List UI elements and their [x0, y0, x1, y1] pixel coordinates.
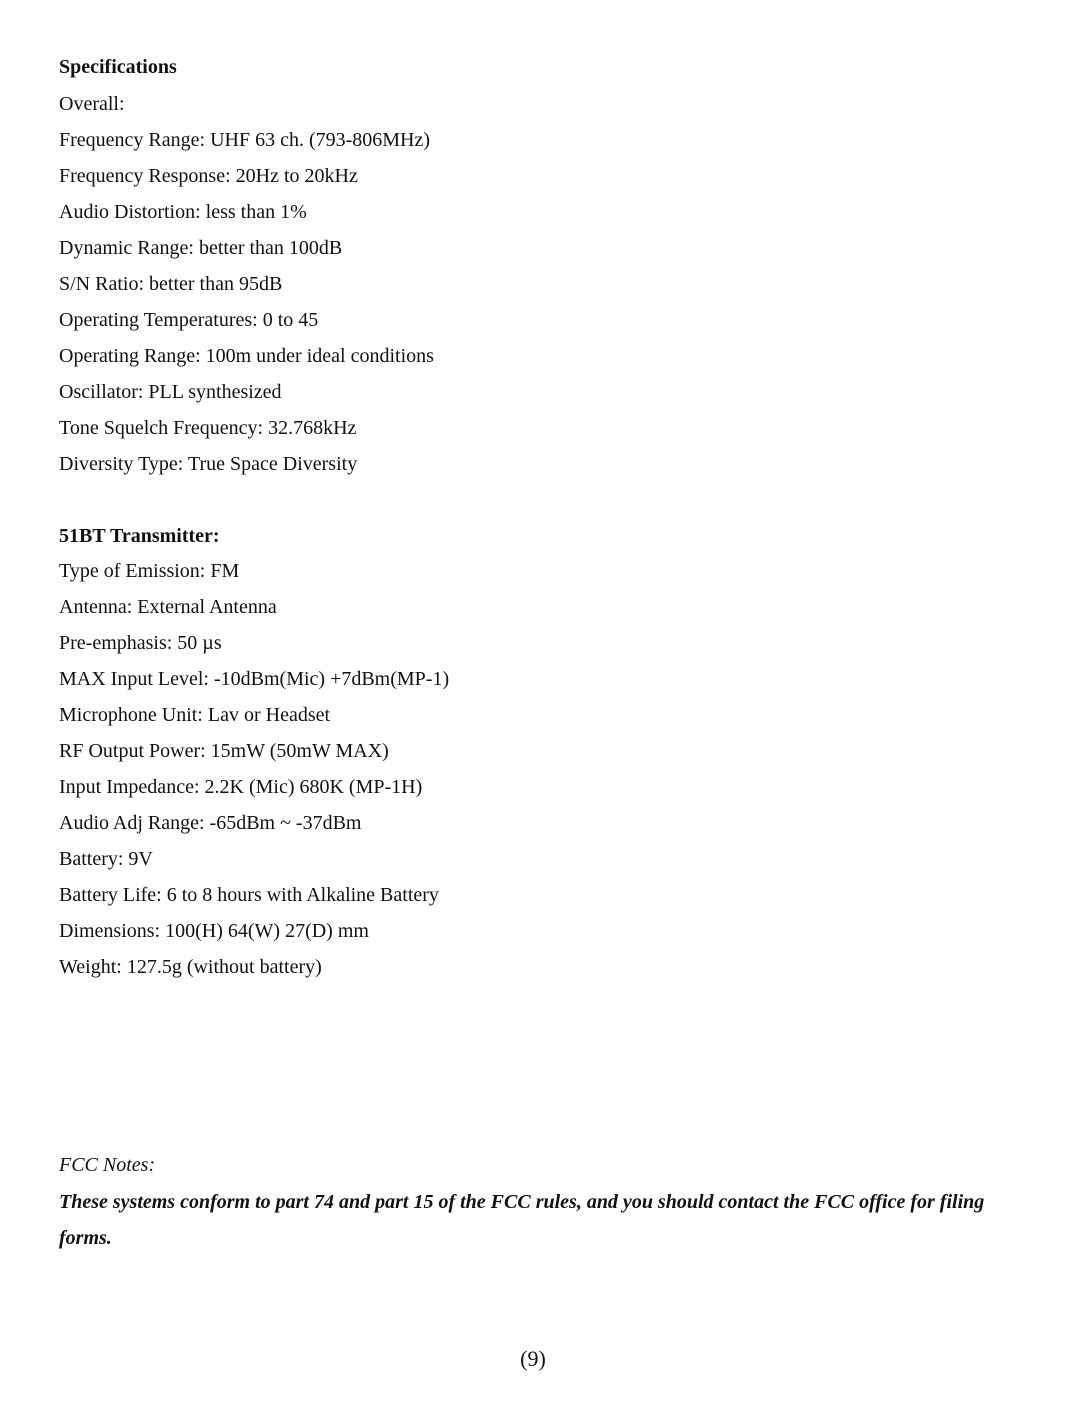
page-number: (9): [520, 1346, 546, 1371]
spec-item: Frequency Response: 20Hz to 20kHz: [59, 165, 358, 187]
transmitter-spec-list: [59, 553, 449, 985]
spec-item: MAX Input Level: -10dBm(Mic) +7dBm(MP-1): [59, 668, 450, 690]
transmitter-heading: 51BT Transmitter:: [59, 525, 220, 547]
spec-item: Diversity Type: True Space Diversity: [59, 453, 358, 475]
spec-item: Weight: 127.5g (without battery): [59, 956, 322, 978]
specifications-heading: Specifications: [59, 56, 177, 78]
spec-item: Type of Emission: FM: [59, 560, 240, 582]
overall-spec-list: [59, 86, 434, 482]
overall-subheading: Overall:: [59, 93, 125, 115]
spec-item: S/N Ratio: better than 95dB: [59, 273, 283, 295]
spec-item: Pre-emphasis: 50 µs: [59, 632, 222, 654]
spec-item: Battery Life: 6 to 8 hours with Alkaline Battery: [59, 884, 439, 906]
spec-item: Antenna: External Antenna: [59, 596, 277, 618]
spec-item: Tone Squelch Frequency: 32.768kHz: [59, 417, 357, 439]
spec-item: Audio Distortion: less than 1%: [59, 201, 307, 223]
spec-item: RF Output Power: 15mW (50mW MAX): [59, 740, 389, 762]
fcc-notes-heading: FCC Notes:: [59, 1154, 156, 1176]
spec-item: Operating Temperatures: 0 to 45: [59, 309, 319, 331]
spec-item: Microphone Unit: Lav or Headset: [59, 704, 331, 726]
spec-item: Frequency Range: UHF 63 ch. (793-806MHz): [59, 129, 431, 151]
fcc-notes-text: These systems conform to part 74 and part 15 of the FCC rules, and you should contact the FCC office for filing forms.: [59, 1191, 985, 1249]
spec-item: Audio Adj Range: -65dBm ~ -37dBm: [59, 812, 362, 834]
spec-item: Dimensions: 100(H) 64(W) 27(D) mm: [59, 920, 369, 942]
spec-item: Operating Range: 100m under ideal conditions: [59, 345, 434, 367]
spec-item: Battery: 9V: [59, 848, 153, 870]
spec-item: Dynamic Range: better than 100dB: [59, 237, 343, 259]
spec-item: Oscillator: PLL synthesized: [59, 381, 282, 403]
spec-item: Input Impedance: 2.2K (Mic) 680K (MP-1H): [59, 776, 423, 798]
